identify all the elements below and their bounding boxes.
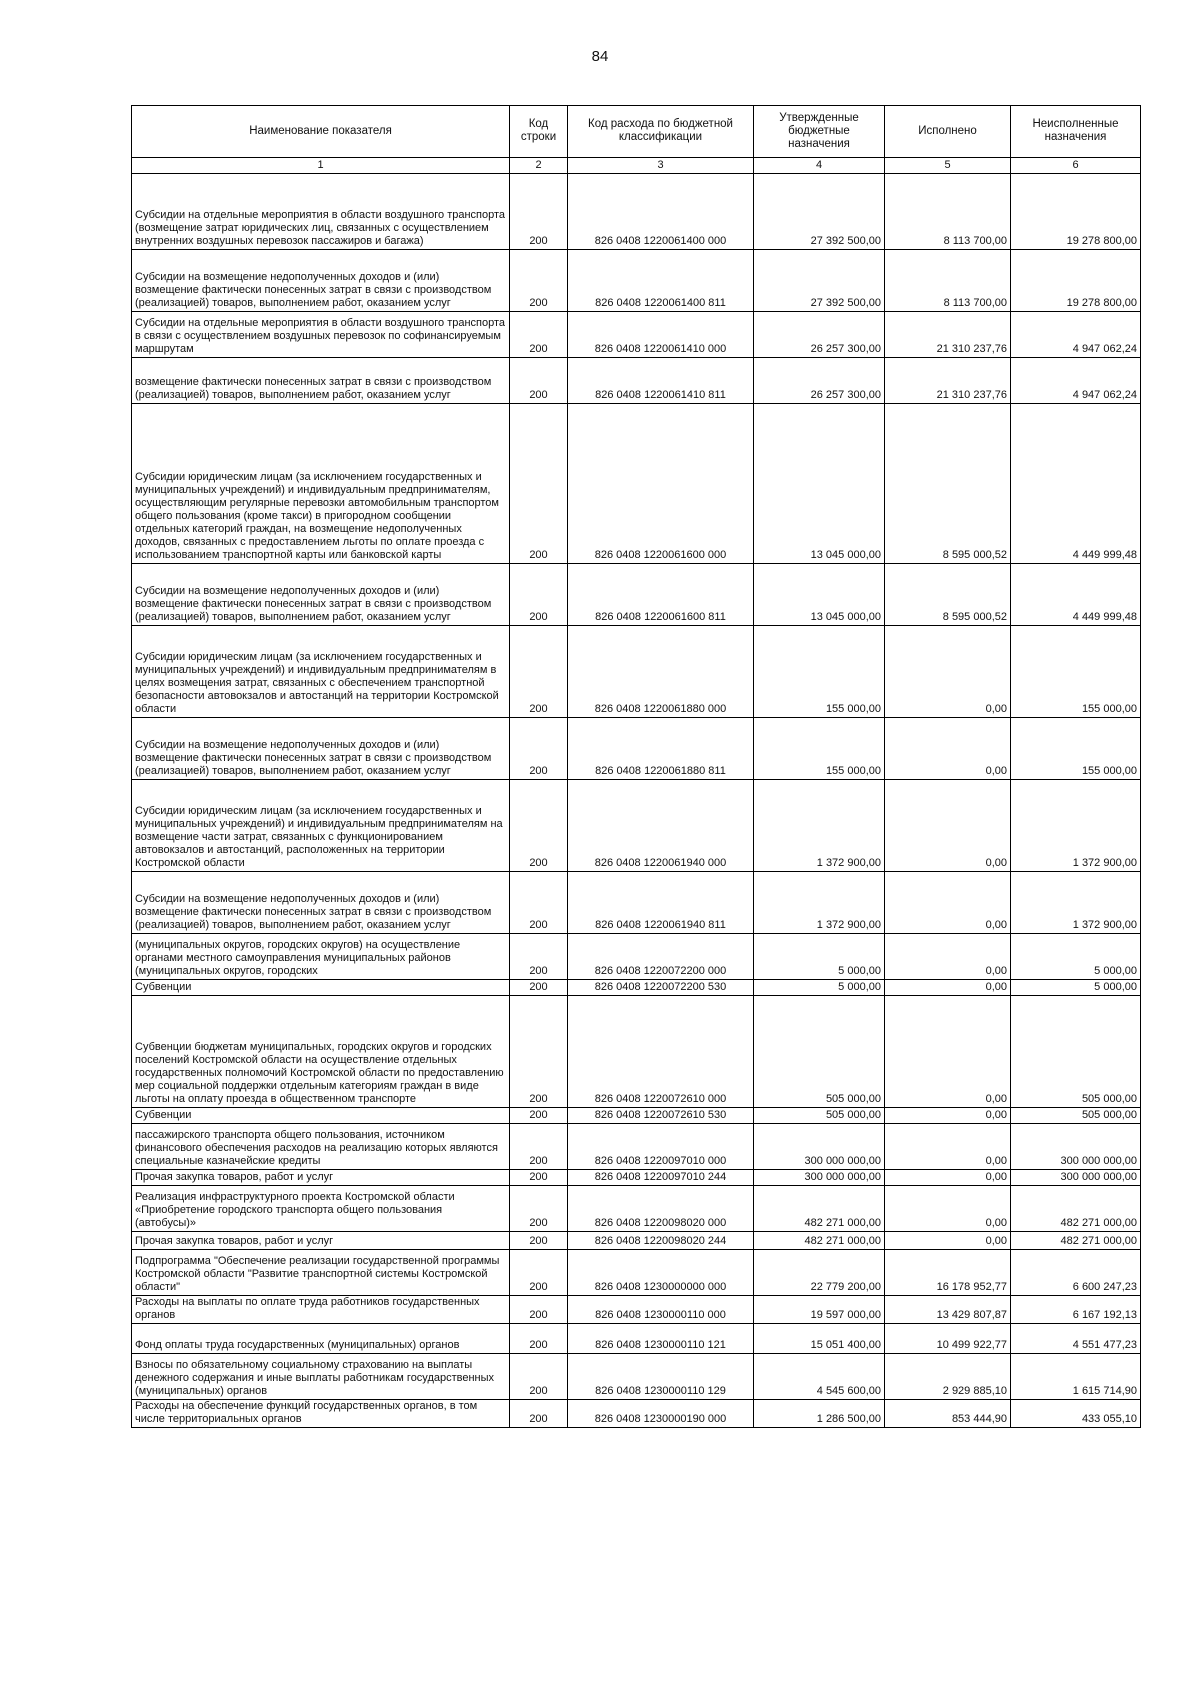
row-executed-cell: 0,00: [885, 1108, 1011, 1124]
row-approved-cell: 26 257 300,00: [754, 312, 885, 358]
row-unexecuted-cell: 1 615 714,90: [1011, 1354, 1141, 1400]
column-number: 3: [568, 158, 754, 174]
row-line-code-cell: 200: [510, 358, 568, 404]
row-name-cell: Субсидии на возмещение недополученных доходов и (или) возмещение фактически понесенных затрат в связи с производством (реализацией) товаров, выполнением работ, оказанием услуг: [132, 872, 510, 934]
row-line-code-cell: 200: [510, 564, 568, 626]
row-executed-cell: 16 178 952,77: [885, 1250, 1011, 1296]
row-unexecuted-cell: 19 278 800,00: [1011, 250, 1141, 312]
row-approved-cell: 27 392 500,00: [754, 174, 885, 250]
row-name-cell: (муниципальных округов, городских округов) на осуществление органами местного самоуправления муниципальных районов (муниципальных округов, городских: [132, 934, 510, 980]
row-name-cell: Прочая закупка товаров, работ и услуг: [132, 1232, 510, 1250]
table-row: [132, 718, 1141, 780]
column-number: 6: [1011, 158, 1141, 174]
row-name-cell: Субсидии на отдельные мероприятия в области воздушного транспорта (возмещение затрат юридических лиц, связанных с осуществлением внутренних воздушных перевозок пассажиров и багажа): [132, 174, 510, 250]
row-budget-code-cell: 826 0408 1220097010 000: [568, 1124, 754, 1170]
row-budget-code-cell: 826 0408 1220061880 000: [568, 626, 754, 718]
row-executed-cell: 0,00: [885, 1170, 1011, 1186]
row-name-cell: Субсидии на возмещение недополученных доходов и (или) возмещение фактически понесенных затрат в связи с производством (реализацией) товаров, выполнением работ, оказанием услуг: [132, 250, 510, 312]
row-approved-cell: 13 045 000,00: [754, 404, 885, 564]
row-executed-cell: 0,00: [885, 1186, 1011, 1232]
table-row: [132, 996, 1141, 1108]
row-executed-cell: 0,00: [885, 626, 1011, 718]
row-line-code-cell: 200: [510, 980, 568, 996]
table-row: [132, 312, 1141, 358]
row-unexecuted-cell: 4 947 062,24: [1011, 312, 1141, 358]
row-name-cell: Взносы по обязательному социальному страхованию на выплаты денежного содержания и иные выплаты работникам государственных (муниципальных) органов: [132, 1354, 510, 1400]
row-line-code-cell: 200: [510, 934, 568, 980]
row-approved-cell: 19 597 000,00: [754, 1296, 885, 1324]
row-line-code-cell: 200: [510, 626, 568, 718]
row-budget-code-cell: 826 0408 1220098020 000: [568, 1186, 754, 1232]
table-row: [132, 1354, 1141, 1400]
row-unexecuted-cell: 19 278 800,00: [1011, 174, 1141, 250]
table-row: [132, 934, 1141, 980]
row-executed-cell: 2 929 885,10: [885, 1354, 1011, 1400]
table-row: [132, 250, 1141, 312]
row-name-cell: Субвенции: [132, 1108, 510, 1124]
header-unexecuted: Неисполненные назначения: [1011, 106, 1141, 158]
table-row: [132, 1324, 1141, 1354]
row-name-cell: Субсидии юридическим лицам (за исключением государственных и муниципальных учреждений) и индивидуальным предпринимателям на возмещение части затрат, связанных с функционированием автовокзалов и автостанций, расположенных на территории Костромской области: [132, 780, 510, 872]
row-budget-code-cell: 826 0408 1220072610 000: [568, 996, 754, 1108]
row-budget-code-cell: 826 0408 1220098020 244: [568, 1232, 754, 1250]
row-approved-cell: 5 000,00: [754, 934, 885, 980]
column-number: 1: [132, 158, 510, 174]
row-approved-cell: 13 045 000,00: [754, 564, 885, 626]
row-executed-cell: 13 429 807,87: [885, 1296, 1011, 1324]
table-row: [132, 1124, 1141, 1170]
row-line-code-cell: 200: [510, 872, 568, 934]
row-executed-cell: 0,00: [885, 780, 1011, 872]
row-unexecuted-cell: 505 000,00: [1011, 1108, 1141, 1124]
row-name-cell: пассажирского транспорта общего пользования, источником финансового обеспечения расходов на реализацию которых являются специальные казначейские кредиты: [132, 1124, 510, 1170]
column-number-row: [132, 158, 1141, 174]
row-approved-cell: 155 000,00: [754, 718, 885, 780]
row-unexecuted-cell: 1 372 900,00: [1011, 780, 1141, 872]
budget-report-table: [131, 105, 1141, 1428]
row-approved-cell: 1 372 900,00: [754, 780, 885, 872]
row-approved-cell: 300 000 000,00: [754, 1170, 885, 1186]
row-unexecuted-cell: 155 000,00: [1011, 626, 1141, 718]
row-name-cell: Подпрограмма "Обеспечение реализации государственной программы Костромской области "Развитие транспортной системы Костромской области": [132, 1250, 510, 1296]
row-unexecuted-cell: 4 449 999,48: [1011, 404, 1141, 564]
row-unexecuted-cell: 6 167 192,13: [1011, 1296, 1141, 1324]
row-executed-cell: 10 499 922,77: [885, 1324, 1011, 1354]
row-line-code-cell: 200: [510, 1124, 568, 1170]
row-name-cell: возмещение фактически понесенных затрат в связи с производством (реализацией) товаров, выполнением работ, оказанием услуг: [132, 358, 510, 404]
row-line-code-cell: 200: [510, 312, 568, 358]
row-line-code-cell: 200: [510, 1354, 568, 1400]
column-number: 2: [510, 158, 568, 174]
table-row: [132, 404, 1141, 564]
row-name-cell: Субсидии на отдельные мероприятия в области воздушного транспорта в связи с осуществлением воздушных перевозок по софинансируемым маршрутам: [132, 312, 510, 358]
row-approved-cell: 26 257 300,00: [754, 358, 885, 404]
row-budget-code-cell: 826 0408 1220072610 530: [568, 1108, 754, 1124]
table-row: [132, 174, 1141, 250]
row-executed-cell: 21 310 237,76: [885, 358, 1011, 404]
row-unexecuted-cell: 4 947 062,24: [1011, 358, 1141, 404]
row-approved-cell: 22 779 200,00: [754, 1250, 885, 1296]
table-row: [132, 358, 1141, 404]
row-name-cell: Реализация инфраструктурного проекта Костромской области «Приобретение городского транспорта общего пользования (автобусы)»: [132, 1186, 510, 1232]
row-line-code-cell: 200: [510, 1170, 568, 1186]
row-unexecuted-cell: 482 271 000,00: [1011, 1232, 1141, 1250]
row-budget-code-cell: 826 0408 1220061880 811: [568, 718, 754, 780]
row-approved-cell: 482 271 000,00: [754, 1232, 885, 1250]
row-line-code-cell: 200: [510, 1232, 568, 1250]
row-line-code-cell: 200: [510, 174, 568, 250]
row-line-code-cell: 200: [510, 1324, 568, 1354]
row-line-code-cell: 200: [510, 1186, 568, 1232]
header-line-code: Код строки: [510, 106, 568, 158]
row-approved-cell: 27 392 500,00: [754, 250, 885, 312]
table-row: [132, 1108, 1141, 1124]
row-line-code-cell: 200: [510, 718, 568, 780]
row-unexecuted-cell: 1 372 900,00: [1011, 872, 1141, 934]
table-row: [132, 626, 1141, 718]
row-line-code-cell: 200: [510, 250, 568, 312]
row-line-code-cell: 200: [510, 1400, 568, 1428]
row-approved-cell: 155 000,00: [754, 626, 885, 718]
row-executed-cell: 0,00: [885, 1232, 1011, 1250]
row-unexecuted-cell: 433 055,10: [1011, 1400, 1141, 1428]
row-budget-code-cell: 826 0408 1230000110 129: [568, 1354, 754, 1400]
row-executed-cell: 8 595 000,52: [885, 404, 1011, 564]
row-unexecuted-cell: 4 449 999,48: [1011, 564, 1141, 626]
row-line-code-cell: 200: [510, 780, 568, 872]
row-approved-cell: 4 545 600,00: [754, 1354, 885, 1400]
row-unexecuted-cell: 482 271 000,00: [1011, 1186, 1141, 1232]
row-unexecuted-cell: 505 000,00: [1011, 996, 1141, 1108]
row-line-code-cell: 200: [510, 404, 568, 564]
row-executed-cell: 0,00: [885, 718, 1011, 780]
row-approved-cell: 15 051 400,00: [754, 1324, 885, 1354]
row-name-cell: Субсидии юридическим лицам (за исключением государственных и муниципальных учреждений) и индивидуальным предпринимателям, осуществляющим регулярные перевозки автомобильным транспортом общего пользования (кроме такси) в пригородном сообщении отдельных категорий граждан, на возмещение недополученных доходов, связанных с предоставлением льготы по оплате проезда с использованием транспортной карты или банковской карты: [132, 404, 510, 564]
row-budget-code-cell: 826 0408 1230000110 000: [568, 1296, 754, 1324]
row-budget-code-cell: 826 0408 1220061410 811: [568, 358, 754, 404]
table-row: [132, 564, 1141, 626]
row-name-cell: Фонд оплаты труда государственных (муниципальных) органов: [132, 1324, 510, 1354]
row-executed-cell: 0,00: [885, 1124, 1011, 1170]
row-line-code-cell: 200: [510, 1296, 568, 1324]
row-executed-cell: 0,00: [885, 980, 1011, 996]
table-row: [132, 872, 1141, 934]
row-name-cell: Прочая закупка товаров, работ и услуг: [132, 1170, 510, 1186]
row-budget-code-cell: 826 0408 1220061940 000: [568, 780, 754, 872]
row-name-cell: Субсидии юридическим лицам (за исключением государственных и муниципальных учреждений) и индивидуальным предпринимателям в целях возмещения затрат, связанных с обеспечением транспортной безопасности автовокзалов и автостанций на территории Костромской области: [132, 626, 510, 718]
row-executed-cell: 853 444,90: [885, 1400, 1011, 1428]
row-name-cell: Субсидии на возмещение недополученных доходов и (или) возмещение фактически понесенных затрат в связи с производством (реализацией) товаров, выполнением работ, оказанием услуг: [132, 718, 510, 780]
row-budget-code-cell: 826 0408 1220061400 000: [568, 174, 754, 250]
table-row: [132, 1250, 1141, 1296]
row-unexecuted-cell: 4 551 477,23: [1011, 1324, 1141, 1354]
row-name-cell: Расходы на выплаты по оплате труда работников государственных органов: [132, 1296, 510, 1324]
table-row: [132, 1170, 1141, 1186]
row-unexecuted-cell: 6 600 247,23: [1011, 1250, 1141, 1296]
row-name-cell: Субсидии на возмещение недополученных доходов и (или) возмещение фактически понесенных затрат в связи с производством (реализацией) товаров, выполнением работ, оказанием услуг: [132, 564, 510, 626]
row-unexecuted-cell: 5 000,00: [1011, 980, 1141, 996]
row-approved-cell: 1 372 900,00: [754, 872, 885, 934]
row-name-cell: Субвенции: [132, 980, 510, 996]
row-executed-cell: 8 595 000,52: [885, 564, 1011, 626]
row-line-code-cell: 200: [510, 1250, 568, 1296]
row-budget-code-cell: 826 0408 1220061400 811: [568, 250, 754, 312]
row-approved-cell: 1 286 500,00: [754, 1400, 885, 1428]
row-budget-code-cell: 826 0408 1220097010 244: [568, 1170, 754, 1186]
table-row: [132, 980, 1141, 996]
row-approved-cell: 300 000 000,00: [754, 1124, 885, 1170]
row-budget-code-cell: 826 0408 1220072200 530: [568, 980, 754, 996]
row-name-cell: Расходы на обеспечение функций государственных органов, в том числе территориальных органов: [132, 1400, 510, 1428]
row-unexecuted-cell: 5 000,00: [1011, 934, 1141, 980]
row-executed-cell: 0,00: [885, 872, 1011, 934]
header-executed: Исполнено: [885, 106, 1011, 158]
table-row: [132, 1296, 1141, 1324]
row-approved-cell: 482 271 000,00: [754, 1186, 885, 1232]
row-budget-code-cell: 826 0408 1220061940 811: [568, 872, 754, 934]
row-executed-cell: 8 113 700,00: [885, 250, 1011, 312]
row-budget-code-cell: 826 0408 1220061410 000: [568, 312, 754, 358]
row-approved-cell: 505 000,00: [754, 996, 885, 1108]
header-indicator-name: Наименование показателя: [132, 106, 510, 158]
row-name-cell: Субвенции бюджетам муниципальных, городских округов и городских поселений Костромской области на осуществление отдельных государственных полномочий Костромской области по предоставлению мер социальной поддержки отдельным категориям граждан в виде льготы на оплату проезда в общественном транспорте: [132, 996, 510, 1108]
column-number: 4: [754, 158, 885, 174]
row-unexecuted-cell: 155 000,00: [1011, 718, 1141, 780]
header-approved: Утвержденные бюджетные назначения: [754, 106, 885, 158]
row-executed-cell: 21 310 237,76: [885, 312, 1011, 358]
row-unexecuted-cell: 300 000 000,00: [1011, 1124, 1141, 1170]
table-header-row: [132, 106, 1141, 158]
row-budget-code-cell: 826 0408 1230000000 000: [568, 1250, 754, 1296]
header-budget-code: Код расхода по бюджетной классификации: [568, 106, 754, 158]
row-budget-code-cell: 826 0408 1220061600 811: [568, 564, 754, 626]
row-budget-code-cell: 826 0408 1230000190 000: [568, 1400, 754, 1428]
column-number: 5: [885, 158, 1011, 174]
row-unexecuted-cell: 300 000 000,00: [1011, 1170, 1141, 1186]
row-approved-cell: 5 000,00: [754, 980, 885, 996]
row-line-code-cell: 200: [510, 1108, 568, 1124]
row-executed-cell: 0,00: [885, 934, 1011, 980]
row-approved-cell: 505 000,00: [754, 1108, 885, 1124]
row-executed-cell: 0,00: [885, 996, 1011, 1108]
table-row: [132, 1232, 1141, 1250]
row-budget-code-cell: 826 0408 1220072200 000: [568, 934, 754, 980]
table-row: [132, 1186, 1141, 1232]
page-number: 84: [591, 48, 609, 65]
row-budget-code-cell: 826 0408 1220061600 000: [568, 404, 754, 564]
table-row: [132, 1400, 1141, 1428]
row-line-code-cell: 200: [510, 996, 568, 1108]
row-executed-cell: 8 113 700,00: [885, 174, 1011, 250]
row-budget-code-cell: 826 0408 1230000110 121: [568, 1324, 754, 1354]
table-row: [132, 780, 1141, 872]
